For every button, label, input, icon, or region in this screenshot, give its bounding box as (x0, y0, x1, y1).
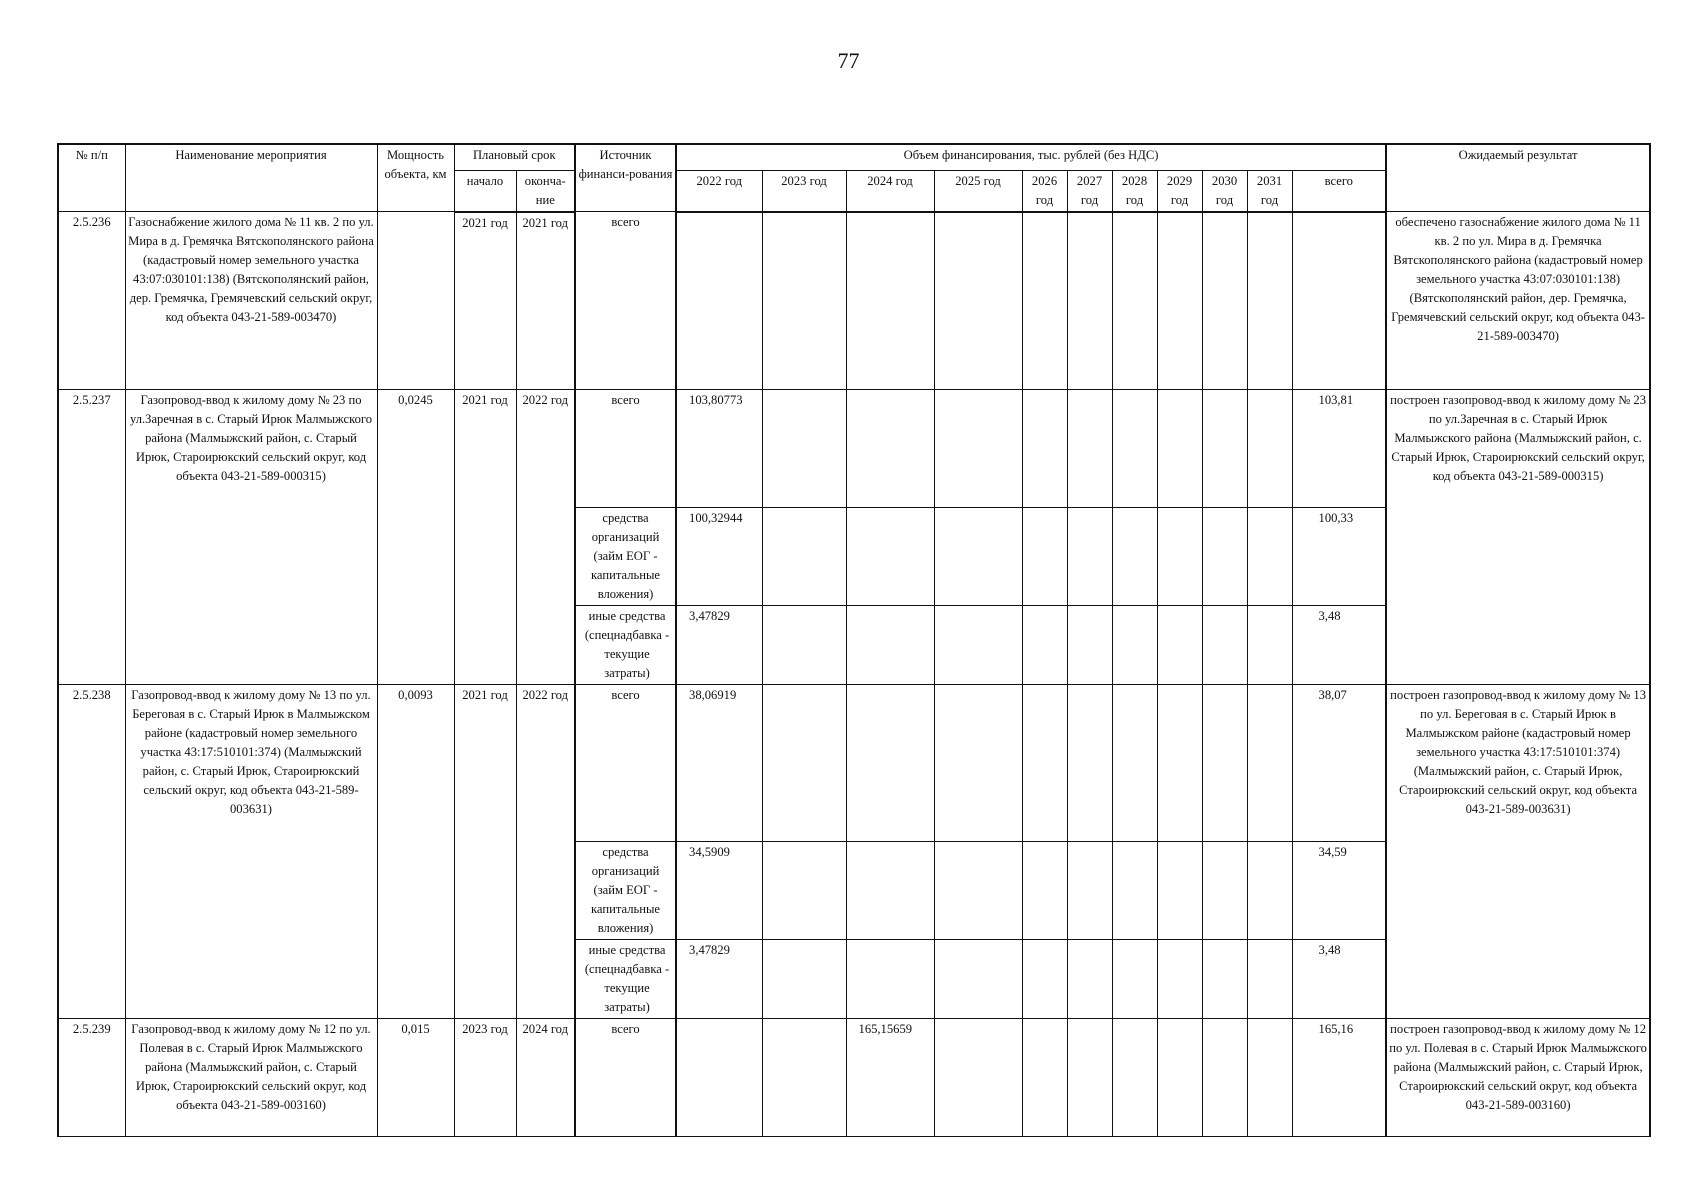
row-num: 2.5.238 (58, 685, 125, 1019)
table-body (58, 212, 1650, 1137)
cell-2022 (676, 212, 762, 390)
table-row (58, 1019, 1650, 1137)
row-name: Газоснабжение жилого дома № 11 кв. 2 по ул. Мира в д. Гремячка Вятскополянского района (кадастровый номер земельного участка 43:07:030101:138) (Вятскополянский район, дер. Гремячка, Гремячевский сельский округ, код объекта 043-21-589-003470) (125, 212, 377, 390)
cell-2022: 3,47829 (676, 606, 762, 685)
cell-2026 (1022, 940, 1067, 1019)
row-start: 2021 год (454, 212, 516, 390)
header-total: всего (1292, 170, 1386, 212)
row-end: 2024 год (516, 1019, 575, 1137)
cell-total: 3,48 (1292, 606, 1386, 685)
cell-2028 (1112, 508, 1157, 606)
cell-2030 (1202, 842, 1247, 940)
cell-2026 (1022, 212, 1067, 390)
cell-2024 (846, 685, 934, 842)
cell-2029 (1157, 842, 1202, 940)
header-year: 2031 год (1247, 170, 1292, 212)
cell-2024 (846, 940, 934, 1019)
cell-2029 (1157, 606, 1202, 685)
table-row (58, 685, 1650, 842)
cell-2027 (1067, 1019, 1112, 1137)
cell-2030 (1202, 940, 1247, 1019)
row-source: всего (575, 390, 676, 508)
cell-2022: 34,5909 (676, 842, 762, 940)
cell-total (1292, 212, 1386, 390)
cell-2030 (1202, 1019, 1247, 1137)
header-num: № п/п (58, 144, 125, 212)
header-term-end: оконча-ние (516, 170, 575, 212)
row-num: 2.5.236 (58, 212, 125, 390)
cell-2029 (1157, 685, 1202, 842)
header-volume: Объем финансирования, тыс. рублей (без НДС) (676, 144, 1386, 170)
cell-2023 (762, 390, 846, 508)
cell-2024 (846, 842, 934, 940)
cell-2029 (1157, 940, 1202, 1019)
header-year: 2023 год (762, 170, 846, 212)
cell-2024 (846, 606, 934, 685)
cell-2031 (1247, 508, 1292, 606)
row-result: построен газопровод-ввод к жилому дому № 13 по ул. Береговая в с. Старый Ирюк в Малмыжском районе (кадастровый номер земельного участка 43:17:510101:374) (Малмыжский район, с. Старый Ирюк, Староирюкский сельский округ, код объекта 043-21-589-003631) (1386, 685, 1650, 1019)
cell-2026 (1022, 1019, 1067, 1137)
cell-2022: 38,06919 (676, 685, 762, 842)
cell-total: 103,81 (1292, 390, 1386, 508)
header-year: 2029 год (1157, 170, 1202, 212)
row-power: 0,0245 (377, 390, 454, 685)
cell-2030 (1202, 508, 1247, 606)
header-result: Ожидаемый результат (1386, 144, 1650, 212)
cell-total: 38,07 (1292, 685, 1386, 842)
row-name: Газопровод-ввод к жилому дому № 13 по ул. Береговая в с. Старый Ирюк в Малмыжском районе (кадастровый номер земельного участка 43:17:510101:374) (Малмыжский район, с. Старый Ирюк, Староирюкский сельский округ, код объекта 043-21-589-003631) (125, 685, 377, 1019)
table-row (58, 212, 1650, 390)
cell-2024 (846, 212, 934, 390)
row-start: 2021 год (454, 685, 516, 1019)
cell-2026 (1022, 390, 1067, 508)
cell-2028 (1112, 842, 1157, 940)
cell-2025 (934, 940, 1022, 1019)
cell-2030 (1202, 685, 1247, 842)
cell-2025 (934, 1019, 1022, 1137)
cell-2029 (1157, 1019, 1202, 1137)
header-year: 2026 год (1022, 170, 1067, 212)
cell-2030 (1202, 606, 1247, 685)
cell-2023 (762, 212, 846, 390)
row-power: 0,0093 (377, 685, 454, 1019)
cell-2026 (1022, 508, 1067, 606)
header-term-start: начало (454, 170, 516, 212)
cell-2023 (762, 606, 846, 685)
row-source: средства организаций (займ ЕОГ - капитальные вложения) (575, 842, 676, 940)
header-year: 2028 год (1112, 170, 1157, 212)
header-power: Мощность объекта, км (377, 144, 454, 212)
header-year: 2027 год (1067, 170, 1112, 212)
cell-2027 (1067, 212, 1112, 390)
cell-2026 (1022, 685, 1067, 842)
cell-2027 (1067, 606, 1112, 685)
page-number: 77 (837, 48, 860, 73)
row-num: 2.5.239 (58, 1019, 125, 1137)
cell-2025 (934, 508, 1022, 606)
cell-2025 (934, 842, 1022, 940)
cell-2022: 103,80773 (676, 390, 762, 508)
financing-table (57, 143, 1651, 1137)
cell-2027 (1067, 842, 1112, 940)
row-start: 2021 год (454, 390, 516, 685)
cell-2022: 100,32944 (676, 508, 762, 606)
header-year: 2024 год (846, 170, 934, 212)
header-year: 2025 год (934, 170, 1022, 212)
cell-2028 (1112, 390, 1157, 508)
cell-2024 (846, 508, 934, 606)
cell-2031 (1247, 1019, 1292, 1137)
row-end: 2022 год (516, 390, 575, 685)
cell-2031 (1247, 212, 1292, 390)
cell-2027 (1067, 685, 1112, 842)
cell-2025 (934, 212, 1022, 390)
cell-2026 (1022, 606, 1067, 685)
cell-2022: 3,47829 (676, 940, 762, 1019)
cell-2023 (762, 940, 846, 1019)
cell-2029 (1157, 390, 1202, 508)
cell-2030 (1202, 390, 1247, 508)
cell-2028 (1112, 1019, 1157, 1137)
cell-2025 (934, 390, 1022, 508)
cell-2029 (1157, 212, 1202, 390)
cell-2022 (676, 1019, 762, 1137)
row-source: всего (575, 1019, 676, 1137)
header-term: Плановый срок (454, 144, 575, 170)
header-source: Источник финанси-рования (575, 144, 676, 212)
cell-total: 34,59 (1292, 842, 1386, 940)
cell-2031 (1247, 842, 1292, 940)
row-result: построен газопровод-ввод к жилому дому № 12 по ул. Полевая в с. Старый Ирюк Малмыжского района (Малмыжский район, с. Старый Ирюк, Староирюкский сельский округ, код объекта 043-21-589-003160) (1386, 1019, 1650, 1137)
row-power: 0,015 (377, 1019, 454, 1137)
cell-2023 (762, 1019, 846, 1137)
cell-2031 (1247, 940, 1292, 1019)
cell-2024: 165,15659 (846, 1019, 934, 1137)
row-source: средства организаций (займ ЕОГ - капитальные вложения) (575, 508, 676, 606)
cell-2026 (1022, 842, 1067, 940)
cell-2023 (762, 508, 846, 606)
row-result: построен газопровод-ввод к жилому дому № 23 по ул.Заречная в с. Старый Ирюк Малмыжского района (Малмыжский район, с. Старый Ирюк, Староирюкский сельский округ, код объекта 043-21-589-000315) (1386, 390, 1650, 685)
cell-2030 (1202, 212, 1247, 390)
table-header (58, 144, 1650, 212)
table-row (58, 390, 1650, 508)
cell-2023 (762, 842, 846, 940)
cell-2031 (1247, 606, 1292, 685)
cell-2028 (1112, 606, 1157, 685)
header-name: Наименование мероприятия (125, 144, 377, 212)
cell-2025 (934, 685, 1022, 842)
row-source: всего (575, 212, 676, 390)
cell-2027 (1067, 508, 1112, 606)
row-source: всего (575, 685, 676, 842)
cell-2023 (762, 685, 846, 842)
cell-2028 (1112, 940, 1157, 1019)
cell-2031 (1247, 390, 1292, 508)
cell-2025 (934, 606, 1022, 685)
cell-2024 (846, 390, 934, 508)
cell-total: 3,48 (1292, 940, 1386, 1019)
cell-2031 (1247, 685, 1292, 842)
cell-2027 (1067, 940, 1112, 1019)
cell-2029 (1157, 508, 1202, 606)
row-name: Газопровод-ввод к жилому дому № 12 по ул. Полевая в с. Старый Ирюк Малмыжского района (Малмыжский район, с. Старый Ирюк, Староирюкский сельский округ, код объекта 043-21-589-003160) (125, 1019, 377, 1137)
row-end: 2022 год (516, 685, 575, 1019)
cell-total: 165,16 (1292, 1019, 1386, 1137)
cell-2027 (1067, 390, 1112, 508)
row-name: Газопровод-ввод к жилому дому № 23 по ул.Заречная в с. Старый Ирюк Малмыжского района (Малмыжский район, с. Старый Ирюк, Староирюкский сельский округ, код объекта 043-21-589-000315) (125, 390, 377, 685)
header-year: 2022 год (676, 170, 762, 212)
row-end: 2021 год (516, 212, 575, 390)
row-power (377, 212, 454, 390)
row-num: 2.5.237 (58, 390, 125, 685)
row-source: иные средства (спецнадбавка - текущие затраты) (575, 606, 676, 685)
cell-total: 100,33 (1292, 508, 1386, 606)
header-year: 2030 год (1202, 170, 1247, 212)
row-start: 2023 год (454, 1019, 516, 1137)
row-source: иные средства (спецнадбавка - текущие затраты) (575, 940, 676, 1019)
cell-2028 (1112, 212, 1157, 390)
row-result: обеспечено газоснабжение жилого дома № 11 кв. 2 по ул. Мира в д. Гремячка Вятскополянского района (кадастровый номер земельного участка 43:07:030101:138) (Вятскополянский район, дер. Гремячка, Гремячевский сельский округ, код объекта 043-21-589-003470) (1386, 212, 1650, 390)
cell-2028 (1112, 685, 1157, 842)
